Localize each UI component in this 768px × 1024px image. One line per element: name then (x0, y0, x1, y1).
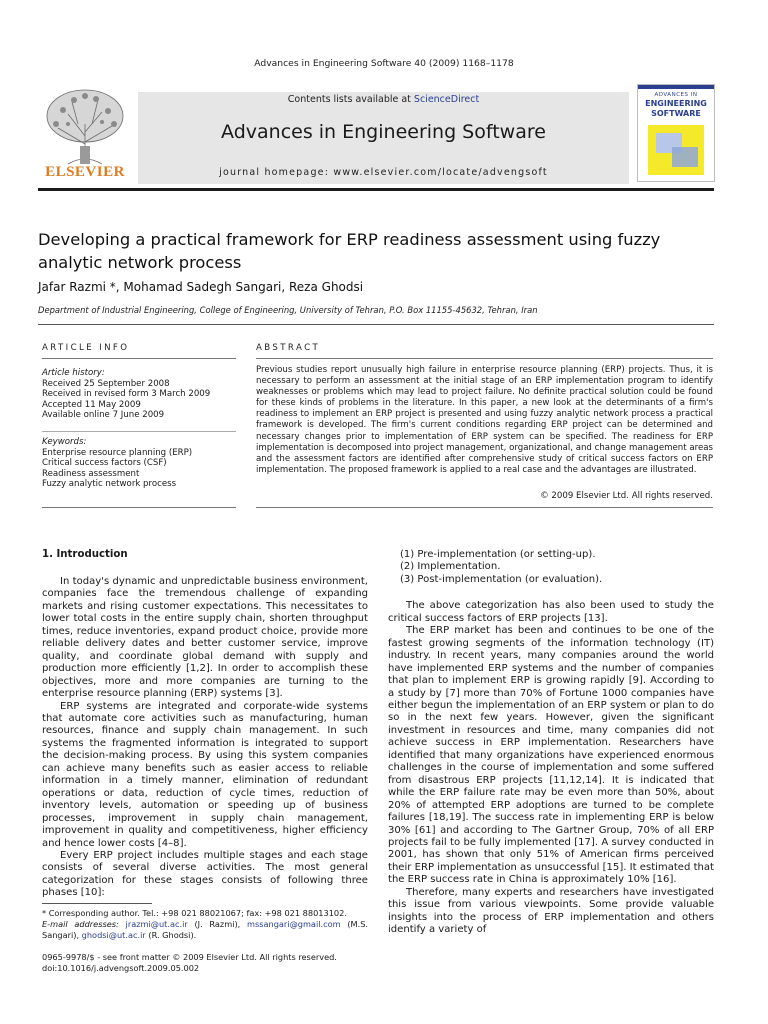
authors: Jafar Razmi *, Mohamad Sadegh Sangari, Reza Ghodsi (38, 280, 364, 294)
abstract-rule (256, 358, 713, 359)
history-item: Accepted 11 May 2009 (42, 399, 141, 410)
abstract-bottom-rule (256, 507, 713, 508)
cover-line-2: ENGINEERING (645, 99, 707, 108)
email-name-sangari: (M.S. Sangari), (42, 918, 368, 940)
homepage-prefix: journal homepage: (219, 167, 334, 178)
footnote-rule (42, 903, 152, 904)
email-link-sangari[interactable]: mssangari@gmail.com (247, 918, 341, 929)
body-column-left (42, 576, 368, 900)
body-paragraph: ERP systems are integrated and corporate-wide systems that automate core activities such as manufacturing, human resources, finance and supply chain management. In such systems the fragmented information is integrated to support the decision-making process. By using this system companies can achieve many benefits such as easier access to reliable information in a timely manner, elimination of redundant operations or data, reduction of cycle times, reduction of inventory levels, automation or speeding up of business processes, improvement in supply chain management, improvement in quality and competitiveness, higher efficiency and hence lower costs [4–8]. (42, 700, 368, 849)
title-rule (38, 324, 714, 325)
email-link-razmi[interactable]: jrazmi@ut.ac.ir (125, 918, 188, 929)
email-addresses (42, 919, 368, 941)
history-item: Received in revised form 3 March 2009 (42, 389, 211, 400)
front-matter-line: 0965-9978/$ - see front matter © 2009 Elsevier Ltd. All rights reserved. (42, 952, 337, 962)
body-paragraph: Therefore, many experts and researchers have investigated this issue from various viewpoints. Some provide valuable insights into the process of ERP implementation and others identify a variety of (388, 886, 714, 936)
cover-line-1: ADVANCES IN (654, 92, 698, 98)
keywords (42, 437, 236, 490)
cover-line-3: SOFTWARE (651, 109, 701, 118)
keyword-item: Critical success factors (CSF) (42, 458, 167, 469)
history-label: Article history: (42, 368, 105, 378)
body-column-right (388, 549, 714, 937)
email-name-razmi: (J. Razmi), (194, 918, 241, 929)
article-info-bottom-rule (42, 507, 236, 508)
front-matter (42, 952, 368, 974)
body-paragraph: The above categorization has also been used to study the critical success factors of ERP projects [13]. (388, 600, 714, 624)
affiliation: Department of Industrial Engineering, College of Engineering, University of Tehran, P.O. Box 11155-45632, Tehran, Iran (38, 305, 538, 315)
cover-yellow-block (648, 125, 704, 175)
journal-cover-thumbnail (637, 84, 715, 182)
phase-item: (3) Post-implementation (or evaluation). (400, 573, 603, 585)
article-info-rule (42, 358, 236, 359)
article-info-heading: ARTICLE INFO (42, 343, 130, 353)
elsevier-logo-text: ELSEVIER (45, 164, 125, 180)
article-info-divider (42, 431, 236, 432)
abstract-copyright: © 2009 Elsevier Ltd. All rights reserved. (540, 491, 713, 501)
contents-available-line (138, 94, 629, 105)
article-history (42, 368, 236, 421)
keyword-item: Enterprise resource planning (ERP) (42, 447, 193, 458)
sciencedirect-link[interactable]: ScienceDirect (413, 94, 480, 105)
journal-homepage (138, 167, 629, 178)
body-paragraph: The ERP market has been and continues to be one of the fastest growing segments of the information technology (IT) industry. In recent years, many companies around the world have implemented ERP systems and the number of companies that plan to implement ERP is growing rapidly [9]. According to a study by [7] more than 70% of Fortune 1000 companies have either begun the implementation of an ERP system or plan to do so in the next few years. However, given the significant investment in resources and time, many companies did not achieve success in ERP implementation. Researchers have identified that many organizations have experienced enormous challenges in the course of implementation and some suffered from disastrous ERP projects [11,12,14]. It is indicated that while the ERP failure rate may be even more than 50%, about 20% of attempted ERP adoptions are turned to be complete failures [18,19]. The success rate in implementing ERP is below 30% [61] and according to The Gartner Group, 70% of all ERP projects fail to be fully implemented [17]. A survey conducted in 2001, has shown that only 51% of American firms perceived their ERP implementation as unsuccessful [15]. It estimated that the ERP success rate in China is approximately 10% [16]. (388, 625, 714, 886)
contents-prefix: Contents lists available at (287, 94, 414, 105)
journal-title: Advances in Engineering Software (221, 121, 546, 143)
journal-citation: Advances in Engineering Software 40 (2009) 1168–1178 (254, 58, 514, 69)
phase-item: (1) Pre-implementation (or setting-up). (400, 549, 596, 560)
email-link-ghodsi[interactable]: ghodsi@ut.ac.ir (81, 929, 146, 940)
keyword-item: Readiness assessment (42, 468, 140, 479)
body-paragraph: In today's dynamic and unpredictable business environment, companies face the tremendous challenge of expanding markets and rising customer expectations. This necessitates to lower total costs in the entire supply chain, shorten throughput times, reduce inventories, expand product choice, provide more reliable delivery dates and better customer service, improve quality, and coordinate global demand with supply and production more efficiently [1,2]. In order to accomplish these objectives, more and more companies are turning to the enterprise resource planning (ERP) systems [3]. (42, 576, 368, 700)
corresponding-author-note: * Corresponding author. Tel.: +98 021 88021067; fax: +98 021 88013102. (42, 908, 347, 918)
history-item: Available online 7 June 2009 (42, 410, 165, 421)
footnotes (42, 908, 368, 940)
doi: doi:10.1016/j.advengsoft.2009.05.002 (42, 962, 200, 973)
email-name-ghodsi: (R. Ghodsi). (148, 929, 197, 940)
abstract-heading: ABSTRACT (256, 343, 321, 353)
body-paragraph: Every ERP project includes multiple stages and each stage consists of several diverse activities. The most general categorization for these stages consists of following three phases [10]: (42, 849, 368, 899)
keywords-label: Keywords: (42, 437, 87, 447)
article-title: Developing a practical framework for ERP readiness assessment using fuzzy analytic network process (38, 230, 661, 272)
section-heading-introduction: 1. Introduction (42, 549, 128, 560)
phase-item: (2) Implementation. (400, 561, 501, 573)
homepage-url[interactable]: www.elsevier.com/locate/advengsoft (333, 167, 548, 178)
phase-list (388, 549, 714, 586)
history-item: Received 25 September 2008 (42, 378, 170, 389)
header-rule (38, 188, 714, 191)
keyword-item: Fuzzy analytic network process (42, 479, 177, 490)
email-label: E-mail addresses: (42, 918, 119, 929)
abstract-text: Previous studies report unusually high failure in enterprise resource planning (ERP) projects. Thus, it is necessary to perform an assessment at the initial stage of an ERP implementation program to identify weaknesses or problems which may lead to project failure. No definite practical solution could be found for these kinds of problems in the literature. In this paper, a new look at the determinants of a firm's readiness to implement an ERP project is presented and using fuzzy analytic network process a practical framework is developed. The firm's current conditions regarding ERP project can be determined and necessary changes prior to implementation of ERP system can be specified. The readiness for ERP implementation is decomposed into project management, organizational, and change management areas and the assessment factors are identified after comprehensive study of critical success factors on ERP implementation. The proposed framework is applied to a real case and the advantages are illustrated. (256, 365, 713, 475)
